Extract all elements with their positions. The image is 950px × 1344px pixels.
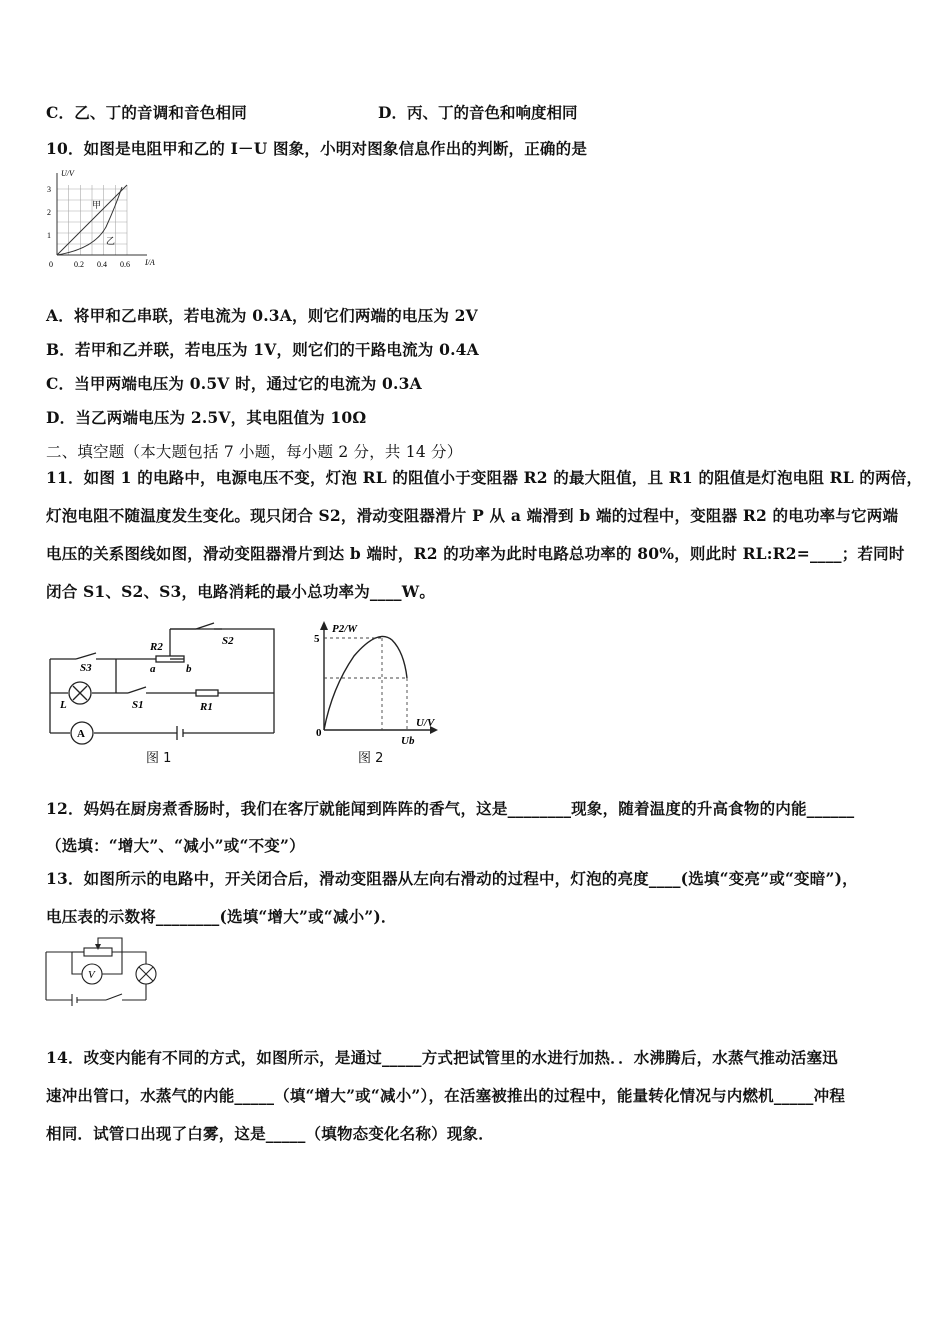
power-voltage-graph bbox=[312, 618, 442, 748]
y-tick-label: 5 bbox=[314, 633, 320, 645]
y-tick-label: 1 bbox=[47, 231, 51, 240]
q10-option-a: A．将甲和乙串联，若电流为 0.3A，则它们两端的电压为 2V bbox=[46, 306, 478, 325]
y-tick-label: 2 bbox=[47, 208, 51, 217]
iu-graph bbox=[44, 167, 170, 273]
curve-label-jia: 甲 bbox=[92, 200, 102, 210]
label-r1: R1 bbox=[200, 701, 213, 713]
label-s3: S3 bbox=[80, 662, 92, 674]
q14-line-1: 14．改变内能有不同的方式，如图所示，是通过_____方式把试管里的水进行加热．．水沸腾后，水蒸气推动活塞迅 bbox=[46, 1048, 838, 1067]
q9-option-c: C．乙、丁的音调和音色相同 bbox=[46, 103, 247, 122]
origin-label: 0 bbox=[49, 260, 53, 269]
label-s2: S2 bbox=[222, 635, 234, 647]
x-axis-label: U/V bbox=[416, 717, 435, 729]
ub-label: Ub bbox=[401, 735, 415, 747]
section-title: 二、填空题（本大题包括 7 小题，每小题 2 分，共 14 分） bbox=[46, 443, 463, 461]
q14-line-3: 相同．试管口出现了白雾，这是_____（填物态变化名称）现象． bbox=[46, 1124, 494, 1143]
q13-line-2: 电压表的示数将________(选填“增大”或“减小”)． bbox=[46, 907, 397, 926]
label-a: a bbox=[150, 663, 156, 675]
circuit-q13 bbox=[42, 934, 162, 1008]
x-axis-label: I/A bbox=[145, 258, 155, 267]
q10-option-c: C．当甲两端电压为 0.5V 时，通过它的电流为 0.3A bbox=[46, 374, 422, 393]
q13-line-1: 13．如图所示的电路中，开关闭合后，滑动变阻器从左向右滑动的过程中，灯泡的亮度____(选填“变亮”或“变暗”)， bbox=[46, 869, 858, 888]
voltmeter-icon: V bbox=[88, 969, 95, 981]
curve-label-yi: 乙 bbox=[106, 236, 116, 246]
q10-stem: 10．如图是电阻甲和乙的 I－U 图象，小明对图象信息作出的判断，正确的是 bbox=[46, 139, 588, 158]
q12-line-2: （选填：“增大”、“减小”或“不变”） bbox=[46, 836, 305, 855]
label-l: L bbox=[60, 699, 67, 711]
q11-line-2: 灯泡电阻不随温度发生变化。现只闭合 S2，滑动变阻器滑片 P 从 a 端滑到 b 端的过程中，变阻器 R2 的电功率与它两端 bbox=[46, 506, 899, 525]
origin-label: 0 bbox=[316, 727, 322, 739]
q14-line-2: 速冲出管口，水蒸气的内能_____（填“增大”或“减小”），在活塞被推出的过程中，能量转化情况与内燃机_____冲程 bbox=[46, 1086, 846, 1105]
circuit-figure-1 bbox=[46, 620, 282, 746]
q11-line-1: 11．如图 1 的电路中，电源电压不变，灯泡 RL 的阻值小于变阻器 R2 的最大阻值，且 R1 的阻值是灯泡电阻 RL 的两倍， bbox=[46, 468, 923, 487]
label-s1: S1 bbox=[132, 699, 144, 711]
y-axis-label: P2/W bbox=[332, 623, 358, 635]
q9-option-d: D．丙、丁的音色和响度相同 bbox=[378, 103, 578, 122]
y-axis-label: U/V bbox=[61, 169, 74, 178]
ammeter-icon: A bbox=[77, 728, 85, 740]
x-tick-label: 0.6 bbox=[120, 260, 130, 269]
label-b: b bbox=[186, 663, 192, 675]
q11-line-3: 电压的关系图线如图，滑动变阻器滑片到达 b 端时，R2 的功率为此时电路总功率的 80%，则此时 RL:R2=____；若同时 bbox=[46, 544, 905, 563]
q10-option-d: D．当乙两端电压为 2.5V，其电阻值为 10Ω bbox=[46, 408, 367, 427]
y-tick-label: 3 bbox=[47, 185, 51, 194]
x-tick-label: 0.2 bbox=[74, 260, 84, 269]
figure-1-caption: 图 1 bbox=[146, 751, 172, 766]
q10-option-b: B．若甲和乙并联，若电压为 1V，则它们的干路电流为 0.4A bbox=[46, 340, 479, 359]
label-r2: R2 bbox=[150, 641, 163, 653]
q11-line-4: 闭合 S1、S2、S3，电路消耗的最小总功率为____W。 bbox=[46, 582, 436, 601]
figure-2-caption: 图 2 bbox=[358, 751, 384, 766]
q12-line-1: 12．妈妈在厨房煮香肠时，我们在客厅就能闻到阵阵的香气，这是________现象，随着温度的升高食物的内能______ bbox=[46, 799, 855, 818]
x-tick-label: 0.4 bbox=[97, 260, 107, 269]
